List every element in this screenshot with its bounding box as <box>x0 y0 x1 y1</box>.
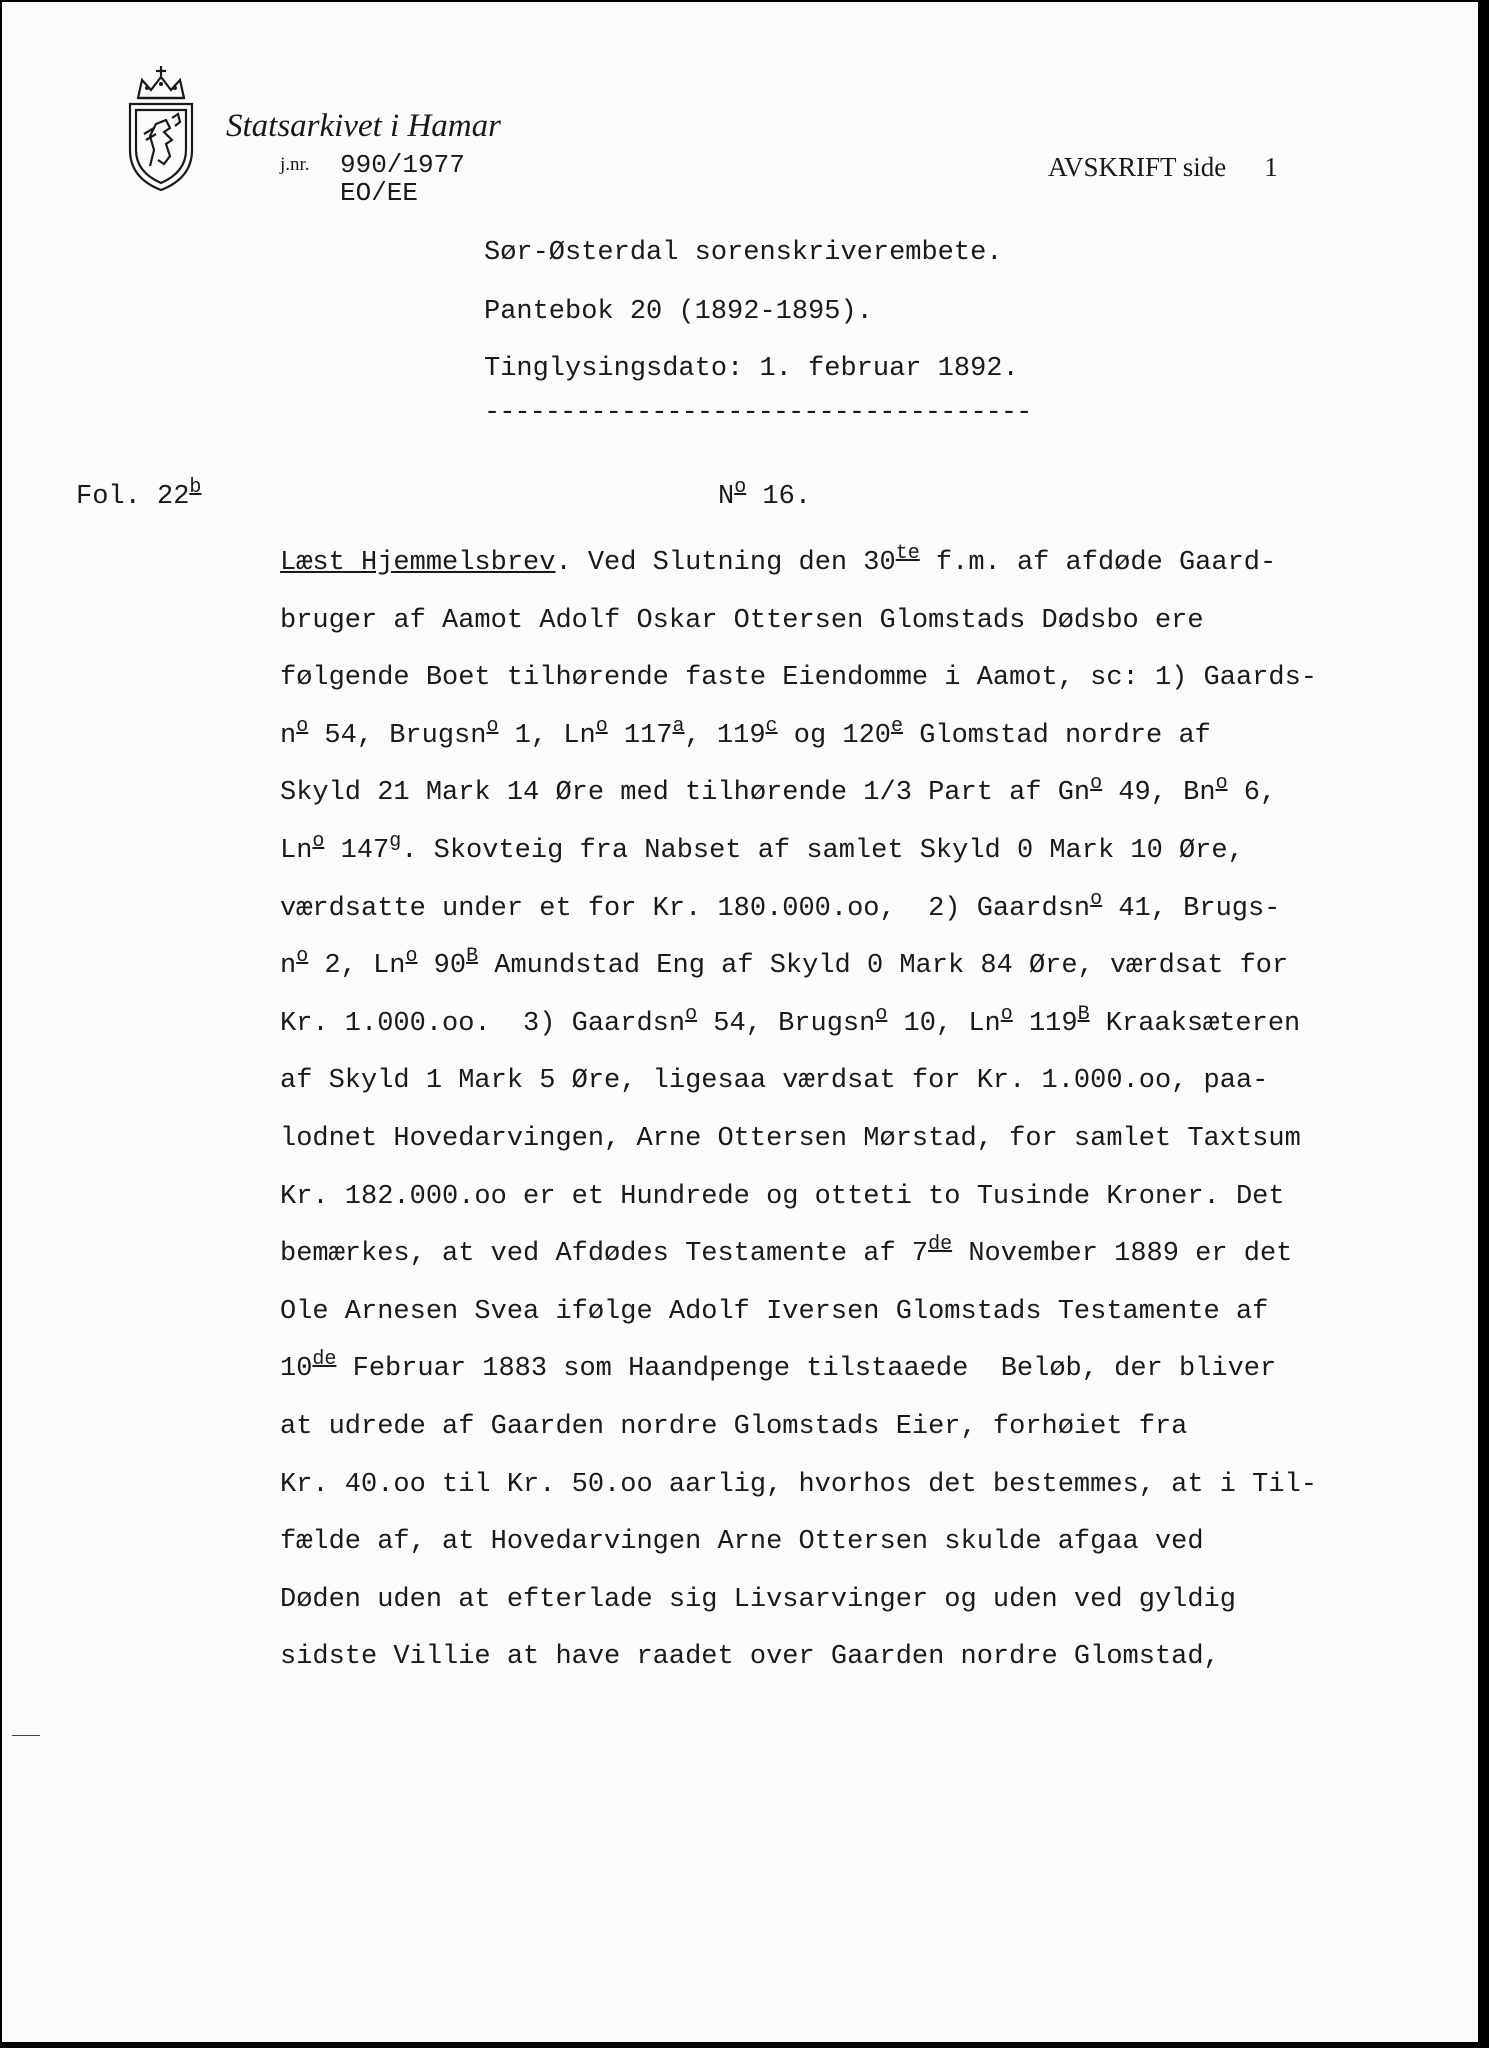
superscript: e <box>890 714 903 738</box>
superscript: B <box>466 945 479 969</box>
transcript-page-label <box>1048 152 1278 183</box>
text-run: n <box>280 951 297 982</box>
text-run: 54, Brugsn <box>697 1008 876 1039</box>
body-line: fælde af, at Hovedarvingen Arne Ottersen skulde afgaa ved <box>280 1527 1204 1558</box>
text-run: 10 <box>280 1354 313 1385</box>
superscript: o <box>875 1002 888 1026</box>
text-run: Ln <box>280 835 313 866</box>
text-run: 119 <box>1012 1008 1078 1039</box>
mortgage-book-heading: Pantebok 20 (1892-1895). <box>484 297 873 327</box>
body-line: Kr. 40.oo til Kr. 50.oo aarlig, hvorhos det bestemmes, at i Til- <box>280 1469 1317 1500</box>
folio-reference <box>76 476 202 512</box>
body-line <box>280 823 1410 881</box>
heading-rule: ------------------------------------ <box>484 398 1032 428</box>
superscript: de <box>312 1348 337 1372</box>
body-line: Ole Arnesen Svea ifølge Adolf Iversen Glomstads Testamente af <box>280 1296 1269 1327</box>
superscript: o <box>405 945 418 969</box>
text-run: Læst Hjemmelsbrev <box>280 548 556 578</box>
body-line: at udrede af Gaarden nordre Glomstads Eier, forhøiet fra <box>280 1411 1188 1442</box>
margin-mark <box>12 1735 40 1736</box>
body-line: bruger af Aamot Adolf Oskar Ottersen Glomstads Dødsbo ere <box>280 605 1204 636</box>
text-run: Skyld 21 Mark 14 Øre med tilhørende 1/3 Part af Gn <box>280 778 1091 809</box>
journal-number-label: j.nr. <box>280 154 310 175</box>
body-line: lodnet Hovedarvingen, Arne Ottersen Mørstad, for samlet Taxtsum <box>280 1123 1301 1154</box>
superscript: o <box>685 1002 698 1026</box>
superscript: o <box>486 714 499 738</box>
superscript: o <box>1000 1002 1013 1026</box>
superscript: o <box>1090 772 1103 796</box>
text-run: værdsatte under et for Kr. 180.000.oo, 2) Gaardsn <box>280 893 1091 924</box>
superscript: o <box>296 945 309 969</box>
text-run: 1, Ln <box>498 720 596 751</box>
text-run: n <box>280 720 297 751</box>
superscript: de <box>928 1233 953 1257</box>
body-line <box>280 1341 1410 1399</box>
court-office-heading: Sør-Østerdal sorenskriverembete. <box>484 238 1003 268</box>
superscript: o <box>1090 887 1103 911</box>
entry-number <box>718 476 812 512</box>
norwegian-coat-of-arms-icon <box>120 64 202 192</box>
body-line: Kr. 182.000.oo er et Hundrede og otteti to Tusinde Kroner. Det <box>280 1181 1285 1212</box>
body-line <box>280 881 1410 939</box>
text-run: 49, Bn <box>1102 778 1216 809</box>
body-line <box>280 765 1410 823</box>
text-run: 117 <box>607 720 673 751</box>
text-run: og 120 <box>777 720 891 751</box>
superscript: g <box>389 829 402 853</box>
superscript: a <box>672 714 685 738</box>
text-run: 147 <box>324 835 390 866</box>
text-run: Glomstad nordre af <box>903 720 1211 751</box>
body-line <box>280 938 1410 996</box>
text-run: Amundstad Eng af Skyld 0 Mark 84 Øre, værdsat for <box>478 951 1289 982</box>
text-run: November 1889 er det <box>952 1239 1293 1270</box>
entry-sup: o <box>734 476 747 499</box>
body-line: af Skyld 1 Mark 5 Øre, ligesaa værdsat for Kr. 1.000.oo, paa- <box>280 1066 1269 1097</box>
text-run: Februar 1883 som Haandpenge tilstaaede Beløb, der bliver <box>336 1354 1277 1385</box>
superscript: te <box>895 542 920 565</box>
text-run: . Ved Slutning den 30 <box>555 548 896 578</box>
superscript: o <box>312 829 325 853</box>
body-line <box>280 996 1410 1054</box>
body-line <box>280 535 1410 593</box>
text-run: 2, Ln <box>308 951 406 982</box>
text-run: Kr. 1.000.oo. 3) Gaardsn <box>280 1008 686 1039</box>
superscript: o <box>1215 772 1228 796</box>
body-line: sidste Villie at have raadet over Gaarden nordre Glomstad, <box>280 1642 1220 1673</box>
document-page <box>2 2 1478 2042</box>
transcript-body <box>280 535 1410 1687</box>
folio-sup: b <box>189 476 202 499</box>
entry-label: N <box>718 482 735 512</box>
text-run: 6, <box>1227 778 1277 809</box>
entry-value: 16. <box>746 482 812 512</box>
text-run: Kraaksæteren <box>1089 1008 1301 1039</box>
text-run: bemærkes, at ved Afdødes Testamente af 7 <box>280 1239 929 1270</box>
text-run: 41, Brugs- <box>1102 893 1281 924</box>
archive-name: Statsarkivet i Hamar <box>226 108 501 144</box>
superscript: o <box>595 714 608 738</box>
journal-number: 990/1977 <box>340 150 465 180</box>
transcript-label: AVSKRIFT side <box>1048 152 1227 182</box>
text-run: 10, Ln <box>887 1008 1001 1039</box>
superscript: c <box>765 714 778 738</box>
body-line: følgende Boet tilhørende faste Eiendomme i Aamot, sc: 1) Gaards- <box>280 663 1317 694</box>
superscript: B <box>1077 1002 1090 1026</box>
journal-initials: EO/EE <box>340 178 419 208</box>
text-run: . Skovteig fra Nabset af samlet Skyld 0 Mark 10 Øre, <box>401 835 1244 866</box>
page-number: 1 <box>1264 152 1278 182</box>
body-line <box>280 708 1410 766</box>
text-run: 54, Brugsn <box>308 720 487 751</box>
text-run: , 119 <box>684 720 766 751</box>
text-run: 90 <box>417 951 467 982</box>
body-line: Døden uden at efterlade sig Livsarvinger og uden ved gyldig <box>280 1584 1236 1615</box>
body-line <box>280 1226 1410 1284</box>
superscript: o <box>296 714 309 738</box>
folio-label: Fol. 22 <box>76 482 190 512</box>
text-run: f.m. af afdøde Gaard- <box>919 548 1277 578</box>
registration-date-heading: Tinglysingsdato: 1. februar 1892. <box>484 354 1019 384</box>
